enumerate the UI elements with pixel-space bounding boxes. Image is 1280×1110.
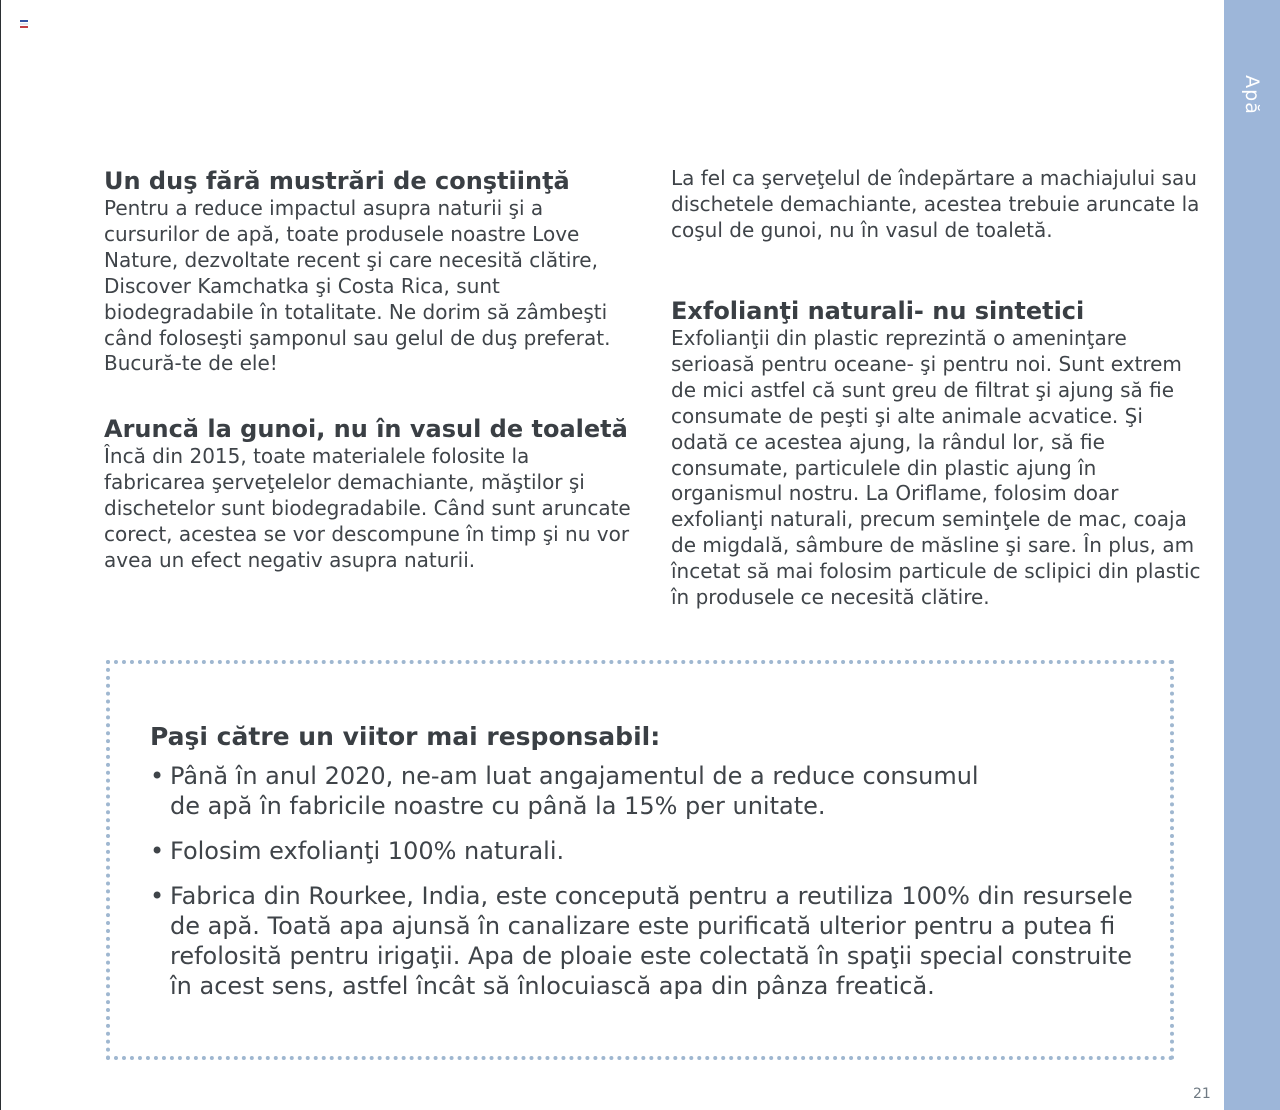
right-column-exfoliants <box>671 296 1201 611</box>
section-heading-shower: Un duş fără mustrări de conştiinţă <box>104 167 570 195</box>
commitments-content <box>150 722 1160 1016</box>
section-text-shower: Pentru a reduce impactul asupra naturii şi a cursurilor de apă, toate produsele noastre Love Nature, dezvoltate recent şi care necesită clătire, Discover Kamchatka şi Costa Rica, sunt biodegradabile în totalitate. Ne dorim să zâmbeşti când foloseşti şamponul sau gelul de duş preferat. Bucură-te de ele! <box>104 196 611 376</box>
flag-icon <box>20 20 28 27</box>
page-left-edge-line <box>0 0 1 1110</box>
intro-paragraph: La fel ca şerveţelul de îndepărtare a machiajului sau dischetele demachiante, acestea trebuie aruncate la coşul de gunoi, nu în vasul de toaletă. <box>671 166 1200 242</box>
section-heading-disposal: Aruncă la gunoi, nu în vasul de toaletă <box>104 415 628 444</box>
bullet-icon: • <box>150 882 165 910</box>
right-column-intro <box>671 166 1201 244</box>
commitment-item <box>150 836 1160 866</box>
commitment-item <box>150 761 1160 821</box>
section-text-exfoliants: Exfolianţii din plastic reprezintă o ameninţare serioasă pentru oceane- şi pentru noi. Sunt extrem de mici astfel că sunt greu de filtrat şi ajung să fie consumate de peşti şi alte animale acvatice. Şi odată ce acestea ajung, la rândul lor, să fie consumate, particulele din plastic ajung în organismul nostru. La Oriflame, folosim doar exfolianţi naturali, precum seminţele de mac, coaja de migdală, sâmbure de măsline şi sare. În plus, am încetat să mai folosim particule de sclipici din plastic în produsele ce necesită clătire. <box>671 326 1201 610</box>
commitment-text: Fabrica din Rourkee, India, este concepută pentru a reutiliza 100% din resursele de apă. Toată apa ajunsă în canalizare este purificată ulterior pentru a putea fi refolosită pentru irigaţii. Apa de ploaie este colectată în spaţii special construite în acest sens, astfel încât să înlocuiască apa din pânza freatică. <box>170 882 1133 1000</box>
bullet-icon: • <box>150 762 165 790</box>
commitment-text: Până în anul 2020, ne-am luat angajamentul de a reduce consumul de apă în fabricile noastre cu până la 15% per unitate. <box>170 762 979 820</box>
commitment-item <box>150 881 1160 1001</box>
spacer <box>104 377 634 414</box>
section-heading-exfoliants: Exfolianţi naturali- nu sintetici <box>671 297 1085 325</box>
commitments-title: Paşi către un viitor mai responsabil: <box>150 722 661 751</box>
section-sidebar <box>1224 0 1280 1110</box>
left-column <box>104 166 634 574</box>
page-number: 21 <box>1193 1086 1211 1102</box>
bullet-icon: • <box>150 837 165 865</box>
section-text-disposal: Încă din 2015, toate materialele folosite la fabricarea şerveţelelor demachiante, măştilor şi dischetelor sunt biodegradabile. Când sunt aruncate corect, acestea se vor descompune în timp şi nu vor avea un efect negativ asupra naturii. <box>104 444 631 572</box>
commitment-text: Folosim exfolianţi 100% naturali. <box>170 837 565 865</box>
sidebar-section-label: Apă <box>1241 75 1263 115</box>
